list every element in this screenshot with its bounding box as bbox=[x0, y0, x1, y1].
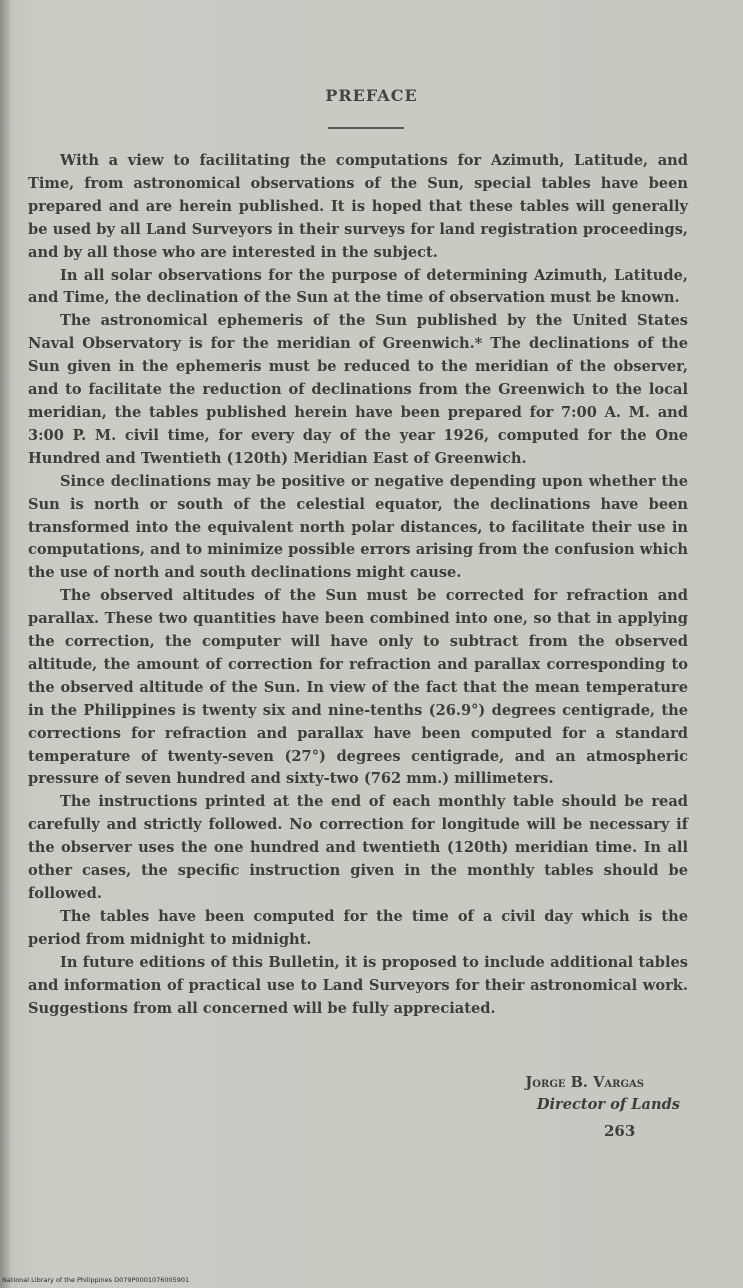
signature-name: Jorge B. Vargas bbox=[525, 1074, 644, 1091]
paragraph: In future editions of this Bulletin, it is proposed to include additional tables and information of practical use to Land Surveyors for their astronomical work. Suggestions from all concerned will be fully appreciated. bbox=[28, 953, 688, 1017]
paragraph: The astronomical ephemeris of the Sun published by the United States Naval Observatory is for the meridian of Greenwich.* The declinations of the Sun given in the ephemeris must be reduced to the meridian of the observer, and to facilitate the reduction of declinations from the Greenwich to the local meridian, the tables published herein have been prepared for 7:00 A. M. and 3:00 P. M. civil time, for every day of the year 1926, computed for the One Hundred and Twentieth (120th) Meridian East of Greenwich. bbox=[28, 312, 688, 467]
paragraph: In all solar observations for the purpose of determining Azimuth, Latitude, and Time, the declination of the Sun at the time of observation must be known. bbox=[28, 266, 688, 307]
page-title: PREFACE bbox=[325, 86, 418, 105]
paragraph: With a view to facilitating the computations for Azimuth, Latitude, and Time, from astronomical observations of the Sun, special tables have been prepared and are herein published. It is hoped that these tables will generally be used by all Land Surveyors in their surveys for land registration proceedings, and by all those who are interested in the subject. bbox=[28, 152, 688, 261]
signature-block bbox=[420, 1072, 680, 1116]
archive-footer-note: National Library of the Philippines D079P0001076005901 bbox=[2, 1276, 190, 1284]
paragraph: The tables have been computed for the time of a civil day which is the period from midnight to midnight. bbox=[28, 907, 688, 948]
signature-title: Director of Lands bbox=[536, 1096, 680, 1113]
page-number: 263 bbox=[604, 1122, 636, 1140]
paragraph: The instructions printed at the end of each monthly table should be read carefully and strictly followed. No correction for longitude will be necessary if the observer uses the one hundred and twentieth (120th) meridian time. In all other cases, the specific instruction given in the monthly tables should be followed. bbox=[28, 793, 688, 902]
binding-edge bbox=[0, 0, 10, 1288]
preface-body bbox=[28, 150, 688, 1020]
paragraph: The observed altitudes of the Sun must be corrected for refraction and parallax. These two quantities have been combined into one, so that in applying the correction, the computer will have only to subtract from the observed altitude, the amount of correction for refraction and parallax corresponding to the observed altitude of the Sun. In view of the fact that the mean temperature in the Philippines is twenty six and nine-tenths (26.9°) degrees centigrade, the corrections for refraction and parallax have been computed for a standard temperature of twenty-seven (27°) degrees centigrade, and an atmospheric pressure of seven hundred and sixty-two (762 mm.) millimeters. bbox=[28, 587, 688, 788]
paragraph: Since declinations may be positive or negative depending upon whether the Sun is north or south of the celestial equator, the declinations have been transformed into the equivalent north polar distances, to facilitate their use in computations, and to minimize possible errors arising from the confusion which the use of north and south declinations might cause. bbox=[28, 472, 688, 582]
title-divider bbox=[328, 127, 404, 129]
